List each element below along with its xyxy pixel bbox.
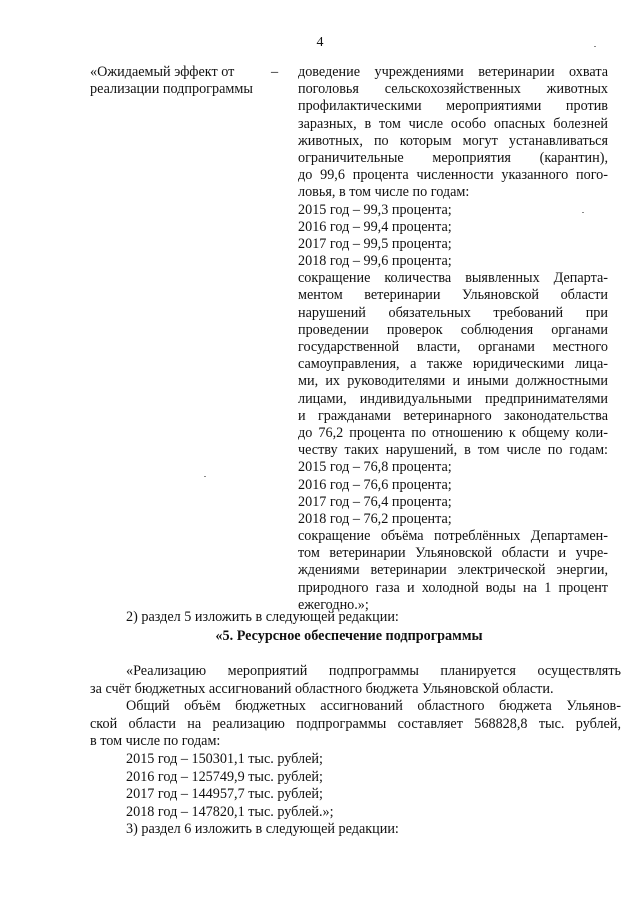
effect-description-line: поголовья сельскохозяйственных животных <box>298 81 608 98</box>
label-dash: – <box>271 64 279 80</box>
paragraph-funding-source <box>90 663 621 698</box>
expected-effect-label <box>90 64 253 98</box>
section-5-heading: «5. Ресурсное обеспечение подпрограммы <box>215 628 483 644</box>
item-2-text: 2) раздел 5 изложить в следующей редакции: <box>126 609 399 625</box>
paragraph-line: Общий объём бюджетных ассигнований областного бюджета Ульянов- <box>126 698 621 714</box>
effect-description-line: том ветеринарии Ульяновской области и учре- <box>298 545 608 562</box>
effect-description-line: до 76,2 процента по отношению к общему коли- <box>298 424 608 441</box>
effect-description-line: 2015 год – 99,3 процента; <box>298 201 452 218</box>
expected-effect-label-line-1: «Ожидаемый эффект от <box>90 64 235 80</box>
paragraph-line: ской области на реализацию подпрограммы составляет 568828,8 тыс. рублей, <box>90 715 621 732</box>
effect-description-line: природного газа и холодной воды на 1 процент <box>298 579 608 596</box>
effect-description-line: 2017 год – 99,5 процента; <box>298 235 452 252</box>
budget-year-item: 2017 год – 144957,7 тыс. рублей; <box>126 786 323 802</box>
scan-speck <box>582 212 584 213</box>
page-number: 4 <box>316 35 324 50</box>
scan-speck <box>594 46 596 47</box>
paragraph-line: в том числе по годам: <box>90 733 221 749</box>
effect-description-line: ждениями ветеринарии электрической энергии, <box>298 562 608 579</box>
effect-description-line: ловья, в том числе по годам: <box>298 184 470 201</box>
effect-description-line: 2018 год – 99,6 процента; <box>298 253 452 270</box>
effect-description-line: нарушений обязательных требований при <box>298 304 608 321</box>
paragraph-total-budget <box>90 698 621 751</box>
effect-description-line: честву таких нарушений, в том числе по годам: <box>298 442 608 459</box>
effect-description-line: 2016 год – 99,4 процента; <box>298 218 452 235</box>
budget-by-year-list <box>126 751 334 821</box>
effect-description-line: ежегодно.»; <box>298 596 369 613</box>
budget-year-item: 2018 год – 147820,1 тыс. рублей.»; <box>126 803 334 820</box>
effect-description-line: 2017 год – 76,4 процента; <box>298 493 452 510</box>
effect-description-line: проведении проверок соблюдения органами <box>298 321 608 338</box>
effect-description-line: 2016 год – 76,6 процента; <box>298 476 452 493</box>
effect-description-line: ми, их руководителями и иными должностными <box>298 373 608 390</box>
effect-description-line: 2018 год – 76,2 процента; <box>298 510 452 527</box>
item-3-text: 3) раздел 6 изложить в следующей редакции: <box>126 821 399 837</box>
effect-description-line: лицами, индивидуальными предпринимателями <box>298 390 608 407</box>
effect-description-line: животных, по которым могут устанавливаться <box>298 132 608 149</box>
paragraph-line: «Реализацию мероприятий подпрограммы планируется осуществлять <box>126 663 621 679</box>
effect-description-line: сокращение объёма потреблённых Департамен- <box>298 528 608 545</box>
scan-speck <box>204 476 206 477</box>
effect-description-line: заразных, в том числе особо опасных болезней <box>298 115 608 132</box>
effect-description-line: сокращение количества выявленных Департа- <box>298 270 608 287</box>
effect-description-line: до 99,6 процента численности указанного пого- <box>298 167 608 184</box>
effect-description-line: государственной власти, органами местного <box>298 339 608 355</box>
paragraph-line: за счёт бюджетных ассигнований областного бюджета Ульяновской области. <box>90 680 554 697</box>
effect-description-line: профилактическими мероприятиями против <box>298 98 608 115</box>
effect-description-line: ограничительные мероприятия (карантин), <box>298 149 608 166</box>
effect-description-line: ментом ветеринарии Ульяновской области <box>298 287 608 304</box>
effect-description-line: и гражданами ветеринарного законодательства <box>298 407 608 424</box>
expected-effect-label-line-2: реализации подпрограммы <box>90 81 253 97</box>
budget-year-item: 2016 год – 125749,9 тыс. рублей; <box>126 768 323 785</box>
effect-description-line: доведение учреждениями ветеринарии охвата <box>298 64 608 80</box>
expected-effect-description <box>298 64 608 614</box>
effect-description-line: 2015 год – 76,8 процента; <box>298 459 452 476</box>
effect-description-line: самоуправления, а также юридическими лица- <box>298 356 608 373</box>
budget-year-item: 2015 год – 150301,1 тыс. рублей; <box>126 751 323 767</box>
